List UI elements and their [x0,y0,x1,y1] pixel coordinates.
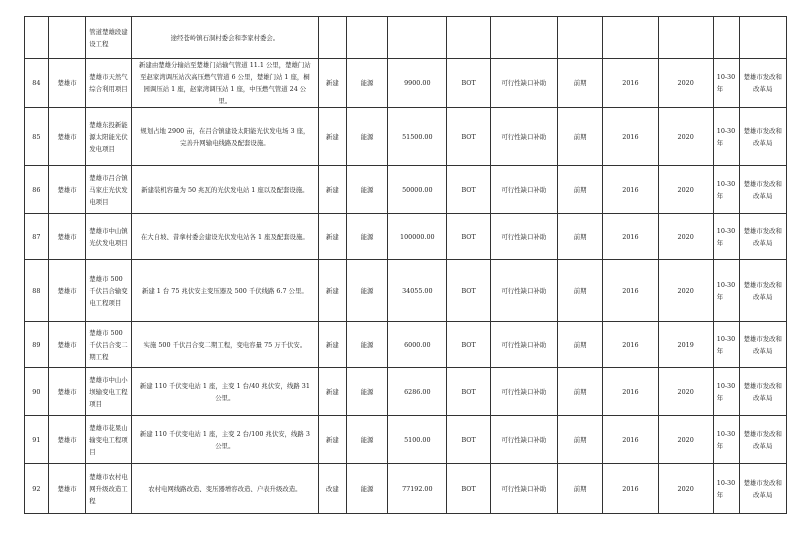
operation-mode: BOT [447,166,490,214]
industry-domain: 能源 [346,59,387,108]
table-row [25,416,787,464]
city-cell: 楚雄市 [48,214,86,260]
project-description: 新建 110 千伏变电站 1 座，主变 2 台/100 兆伏安，线路 3 公里。 [131,416,318,464]
responsible-department: 楚雄市发改和改革局 [739,464,786,514]
investment-amount: 9900.00 [388,59,447,108]
city-cell: 楚雄市 [48,59,86,108]
project-description: 实施 500 千伏吕合变二期工程，变电容量 75 万千伏安。 [131,322,318,368]
city-cell [48,17,86,59]
project-description: 在大自坡、昔拿村委会建设光伏发电站各 1 座及配套设施。 [131,214,318,260]
cooperation-period: 10-30 年 [713,108,739,166]
start-year: 2016 [603,214,658,260]
city-cell: 楚雄市 [48,108,86,166]
start-year: 2016 [603,416,658,464]
table-row [25,260,787,322]
build-type: 改建 [319,464,347,514]
city-cell: 楚雄市 [48,464,86,514]
responsible-department: 楚雄市发改和改革局 [739,214,786,260]
end-year: 2020 [658,214,713,260]
industry-domain: 能源 [346,464,387,514]
end-year [658,17,713,59]
row-number: 91 [25,416,49,464]
investment-amount: 5100.00 [388,416,447,464]
row-number: 88 [25,260,49,322]
start-year: 2016 [603,108,658,166]
table-row [25,108,787,166]
project-name: 楚雄市吕合镇马家庄光伏发电项目 [86,166,131,214]
project-stage: 前期 [557,416,602,464]
start-year: 2016 [603,464,658,514]
return-mechanism: 可行性缺口补助 [490,464,557,514]
project-description: 新建装机容量为 50 兆瓦的光伏发电站 1 座以及配套设施。 [131,166,318,214]
row-number: 87 [25,214,49,260]
start-year: 2016 [603,59,658,108]
cooperation-period: 10-30 年 [713,214,739,260]
table-row [25,59,787,108]
investment-amount [388,17,447,59]
build-type: 新建 [319,214,347,260]
investment-amount: 6286.00 [388,368,447,416]
investment-amount: 34055.00 [388,260,447,322]
end-year: 2020 [658,260,713,322]
build-type: 新建 [319,59,347,108]
end-year: 2019 [658,322,713,368]
project-name: 管道楚雄段建设工程 [86,17,131,59]
industry-domain: 能源 [346,416,387,464]
cooperation-period: 10-30 年 [713,464,739,514]
start-year: 2016 [603,322,658,368]
project-description: 新建由楚雄分输站至楚雄门站输气管道 11.1 公里，楚雄门站至赵家湾调压站次高压燃气管道 6 公里，楚雄门站 1 座，桐园调压站 1 座，赵家湾调压站 1 座，中压燃气管道 24 公里。 [131,59,318,108]
cooperation-period: 10-30 年 [713,322,739,368]
investment-amount: 6000.00 [388,322,447,368]
cooperation-period: 10-30 年 [713,260,739,322]
responsible-department [739,17,786,59]
end-year: 2020 [658,166,713,214]
project-stage: 前期 [557,368,602,416]
responsible-department: 楚雄市发改和改革局 [739,368,786,416]
build-type: 新建 [319,260,347,322]
return-mechanism: 可行性缺口补助 [490,368,557,416]
project-name: 楚雄市中山镇光伏发电项目 [86,214,131,260]
operation-mode: BOT [447,108,490,166]
cooperation-period [713,17,739,59]
cooperation-period: 10-30 年 [713,59,739,108]
return-mechanism [490,17,557,59]
table-row [25,368,787,416]
industry-domain [346,17,387,59]
responsible-department: 楚雄市发改和改革局 [739,260,786,322]
project-name: 楚雄东投新能源太阳能光伏发电项目 [86,108,131,166]
end-year: 2020 [658,464,713,514]
responsible-department: 楚雄市发改和改革局 [739,59,786,108]
operation-mode: BOT [447,260,490,322]
row-number: 92 [25,464,49,514]
industry-domain: 能源 [346,166,387,214]
operation-mode: BOT [447,368,490,416]
project-description: 农村电网线路改造、变压器增容改造、户表升级改造。 [131,464,318,514]
industry-domain: 能源 [346,108,387,166]
start-year: 2016 [603,166,658,214]
city-cell: 楚雄市 [48,166,86,214]
city-cell: 楚雄市 [48,416,86,464]
cooperation-period: 10-30 年 [713,368,739,416]
project-description: 途经苍岭镇石洞村委会和李家村委会。 [131,17,318,59]
responsible-department: 楚雄市发改和改革局 [739,108,786,166]
operation-mode: BOT [447,322,490,368]
project-name: 楚雄市 500 千伏吕合输变电工程项目 [86,260,131,322]
project-table [24,16,787,514]
return-mechanism: 可行性缺口补助 [490,322,557,368]
end-year: 2020 [658,108,713,166]
return-mechanism: 可行性缺口补助 [490,214,557,260]
project-name: 楚雄市 500 千伏吕合变二期工程 [86,322,131,368]
project-stage [557,17,602,59]
table-row [25,214,787,260]
investment-amount: 100000.00 [388,214,447,260]
build-type: 新建 [319,322,347,368]
return-mechanism: 可行性缺口补助 [490,59,557,108]
row-number: 85 [25,108,49,166]
cooperation-period: 10-30 年 [713,166,739,214]
project-stage: 前期 [557,322,602,368]
project-description: 新建 110 千伏变电站 1 座，主变 1 台/40 兆伏安，线路 31 公里。 [131,368,318,416]
project-name: 楚雄市农村电网升级改造工程 [86,464,131,514]
row-number: 86 [25,166,49,214]
project-description: 规划占地 2900 亩，在吕合镇建设太阳能光伏发电场 3 座，完善升网输电线路及配套设施。 [131,108,318,166]
industry-domain: 能源 [346,214,387,260]
start-year [603,17,658,59]
return-mechanism: 可行性缺口补助 [490,166,557,214]
city-cell: 楚雄市 [48,260,86,322]
project-stage: 前期 [557,260,602,322]
operation-mode: BOT [447,464,490,514]
project-stage: 前期 [557,108,602,166]
operation-mode: BOT [447,416,490,464]
row-number: 84 [25,59,49,108]
start-year: 2016 [603,368,658,416]
build-type: 新建 [319,368,347,416]
responsible-department: 楚雄市发改和改革局 [739,166,786,214]
cooperation-period: 10-30 年 [713,416,739,464]
project-name: 楚雄市天然气综合利用项目 [86,59,131,108]
build-type: 新建 [319,416,347,464]
operation-mode: BOT [447,214,490,260]
project-stage: 前期 [557,166,602,214]
project-name: 楚雄市中山小坝输变电工程项目 [86,368,131,416]
industry-domain: 能源 [346,368,387,416]
project-stage: 前期 [557,214,602,260]
project-name: 楚雄市花果山输变电工程项目 [86,416,131,464]
investment-amount: 77192.00 [388,464,447,514]
end-year: 2020 [658,368,713,416]
city-cell: 楚雄市 [48,322,86,368]
row-number [25,17,49,59]
industry-domain: 能源 [346,322,387,368]
start-year: 2016 [603,260,658,322]
table-row [25,166,787,214]
build-type: 新建 [319,108,347,166]
row-number: 90 [25,368,49,416]
project-stage: 前期 [557,464,602,514]
build-type [319,17,347,59]
row-number: 89 [25,322,49,368]
project-description: 新建 1 台 75 兆伏安主变压器及 500 千伏线路 6.7 公里。 [131,260,318,322]
table-row [25,17,787,59]
operation-mode: BOT [447,59,490,108]
return-mechanism: 可行性缺口补助 [490,416,557,464]
city-cell: 楚雄市 [48,368,86,416]
end-year: 2020 [658,416,713,464]
table-row [25,322,787,368]
table-row [25,464,787,514]
responsible-department: 楚雄市发改和改革局 [739,322,786,368]
return-mechanism: 可行性缺口补助 [490,108,557,166]
investment-amount: 51500.00 [388,108,447,166]
build-type: 新建 [319,166,347,214]
investment-amount: 50000.00 [388,166,447,214]
responsible-department: 楚雄市发改和改革局 [739,416,786,464]
operation-mode [447,17,490,59]
project-stage: 前期 [557,59,602,108]
return-mechanism: 可行性缺口补助 [490,260,557,322]
industry-domain: 能源 [346,260,387,322]
end-year: 2020 [658,59,713,108]
